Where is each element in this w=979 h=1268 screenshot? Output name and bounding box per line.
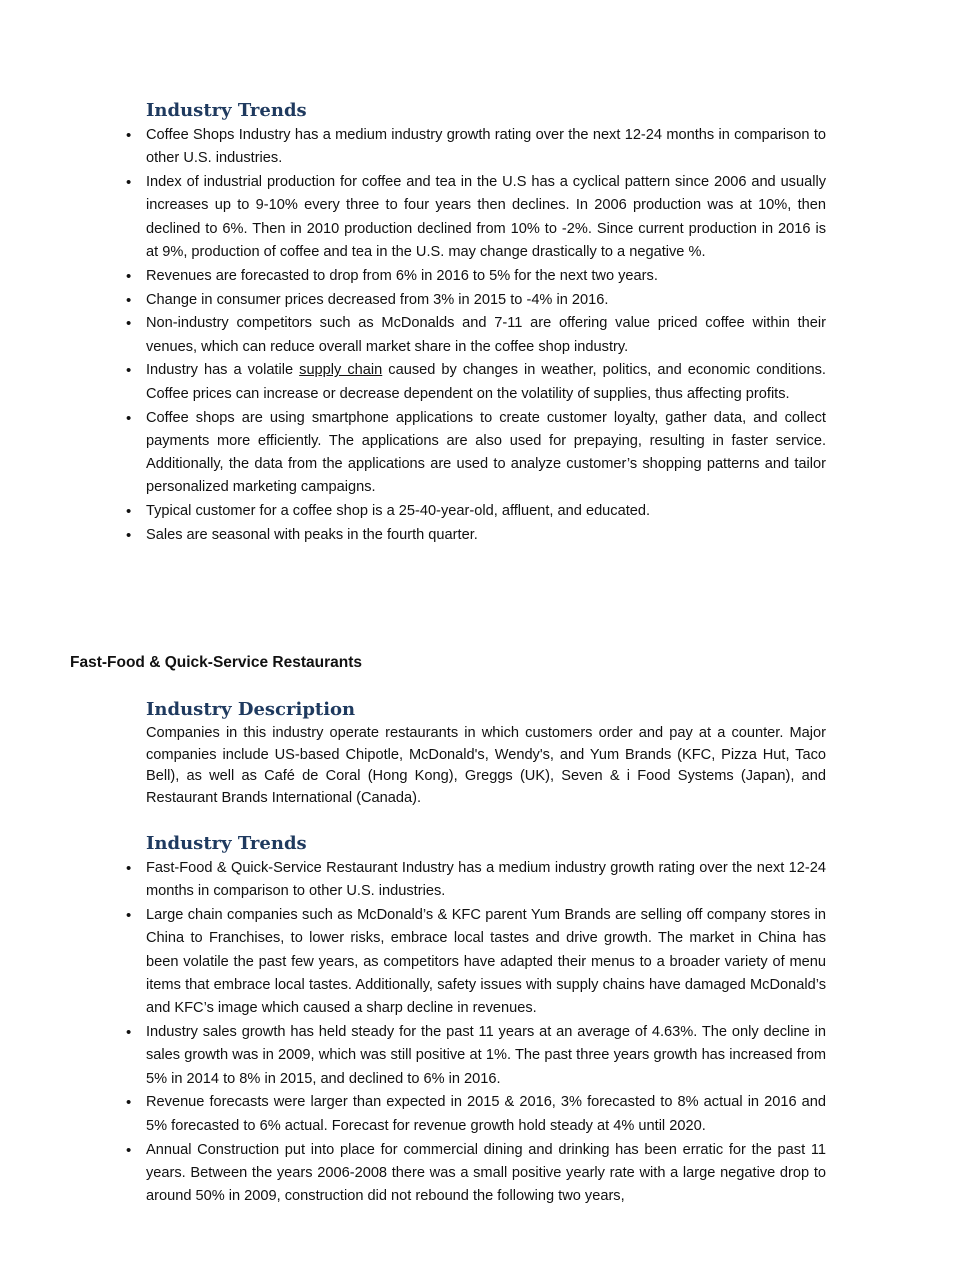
fastfood-description-heading: Industry Description	[146, 699, 356, 720]
list-item: • Non-industry competitors such as McDonalds and 7-11 are offering value priced coffee within their venues, which can reduce overall market share in the coffee shop industry.	[146, 312, 826, 359]
list-item: • Industry sales growth has held steady for the past 11 years at an average of 4.63%. The only decline in sales growth was in 2009, which was still positive at 1%. The past three years growth has increased from 5% in 2014 to 8% in 2015, and declined to 6% in 2016.	[146, 1021, 826, 1091]
list-item: • Annual Construction put into place for commercial dining and drinking has been erratic for the past 11 years. Between the years 2006-2008 there was a small positive yearly rate with a large negative drop to around 50% in 2009, construction did not rebound the following two years,	[146, 1139, 826, 1209]
fastfood-description-section	[146, 699, 826, 809]
supply-text-after: caused by changes in weather, politics, and economic conditions. Coffee prices can increase or decrease dependent on the volatility of supplies, thus affecting profits.	[146, 362, 826, 402]
supply-text-before: Industry has a volatile	[146, 362, 300, 379]
list-item: • Index of industrial production for coffee and tea in the U.S has a cyclical pattern since 2006 and usually increases up to 9-10% every three to four years then declines. In 2006 production was at 10%, then declined to 6%. Then in 2010 production declined from 10% to -2%. Since current production in 2016 is at 9%, production of coffee and tea in the U.S. may change drastically to a negative %.	[146, 171, 826, 264]
list-item: • Sales are seasonal with peaks in the fourth quarter.	[146, 524, 826, 547]
fastfood-trends-heading: Industry Trends	[146, 833, 307, 854]
fastfood-trends-list	[146, 857, 826, 1208]
supply-chain-link[interactable]: supply chain	[299, 362, 383, 379]
fastfood-description-text: Companies in this industry operate restaurants in which customers order and pay at a counter. Major companies include US-based Chipotle, McDonald's, Wendy's, and Yum Brands (KFC, Pizza Hut, Taco Bell), as well as Café de Coral (Hong Kong), Greggs (UK), Seven & i Food Systems (Japan), and Restaurant Brands International (Canada).	[146, 725, 826, 806]
list-item: • Change in consumer prices decreased from 3% in 2015 to -4% in 2016.	[146, 289, 826, 312]
list-item: • Large chain companies such as McDonald’s & KFC parent Yum Brands are selling off company stores in China to Franchises, to lower risks, embrace local tastes and drive growth. The market in China has been volatile the past few years, as competitors have adapted their menus to a broader variety of menu items that embrace local tastes. Additionally, safety issues with supply chains have damaged McDonald’s and KFC’s image which caused a sharp decline in revenues.	[146, 904, 826, 1020]
list-item: • Typical customer for a coffee shop is a 25-40-year-old, affluent, and educated.	[146, 500, 826, 523]
list-item	[146, 359, 826, 406]
list-item: • Revenue forecasts were larger than expected in 2015 & 2016, 3% forecasted to 8% actual in 2016 and 5% forecasted to 6% actual. Forecast for revenue growth hold steady at 4% until 2020.	[146, 1091, 826, 1138]
list-item: • Revenues are forecasted to drop from 6% in 2016 to 5% for the next two years.	[146, 265, 826, 288]
fastfood-section-title: Fast-Food & Quick-Service Restaurants	[70, 654, 362, 671]
list-item: • Fast-Food & Quick-Service Restaurant Industry has a medium industry growth rating over the next 12-24 months in comparison to other U.S. industries.	[146, 857, 826, 904]
coffee-trends-section	[146, 100, 826, 548]
fastfood-trends-section	[146, 833, 826, 1209]
coffee-trends-heading: Industry Trends	[146, 100, 307, 121]
list-item: • Coffee shops are using smartphone applications to create customer loyalty, gather data, and collect payments more efficiently. The applications are also used for prepaying, resulting in faster service. Additionally, the data from the applications are used to analyze customer’s shopping patterns and tailor personalized marketing campaigns.	[146, 407, 826, 500]
coffee-trends-list	[146, 124, 826, 547]
list-item: • Coffee Shops Industry has a medium industry growth rating over the next 12-24 months in comparison to other U.S. industries.	[146, 124, 826, 171]
